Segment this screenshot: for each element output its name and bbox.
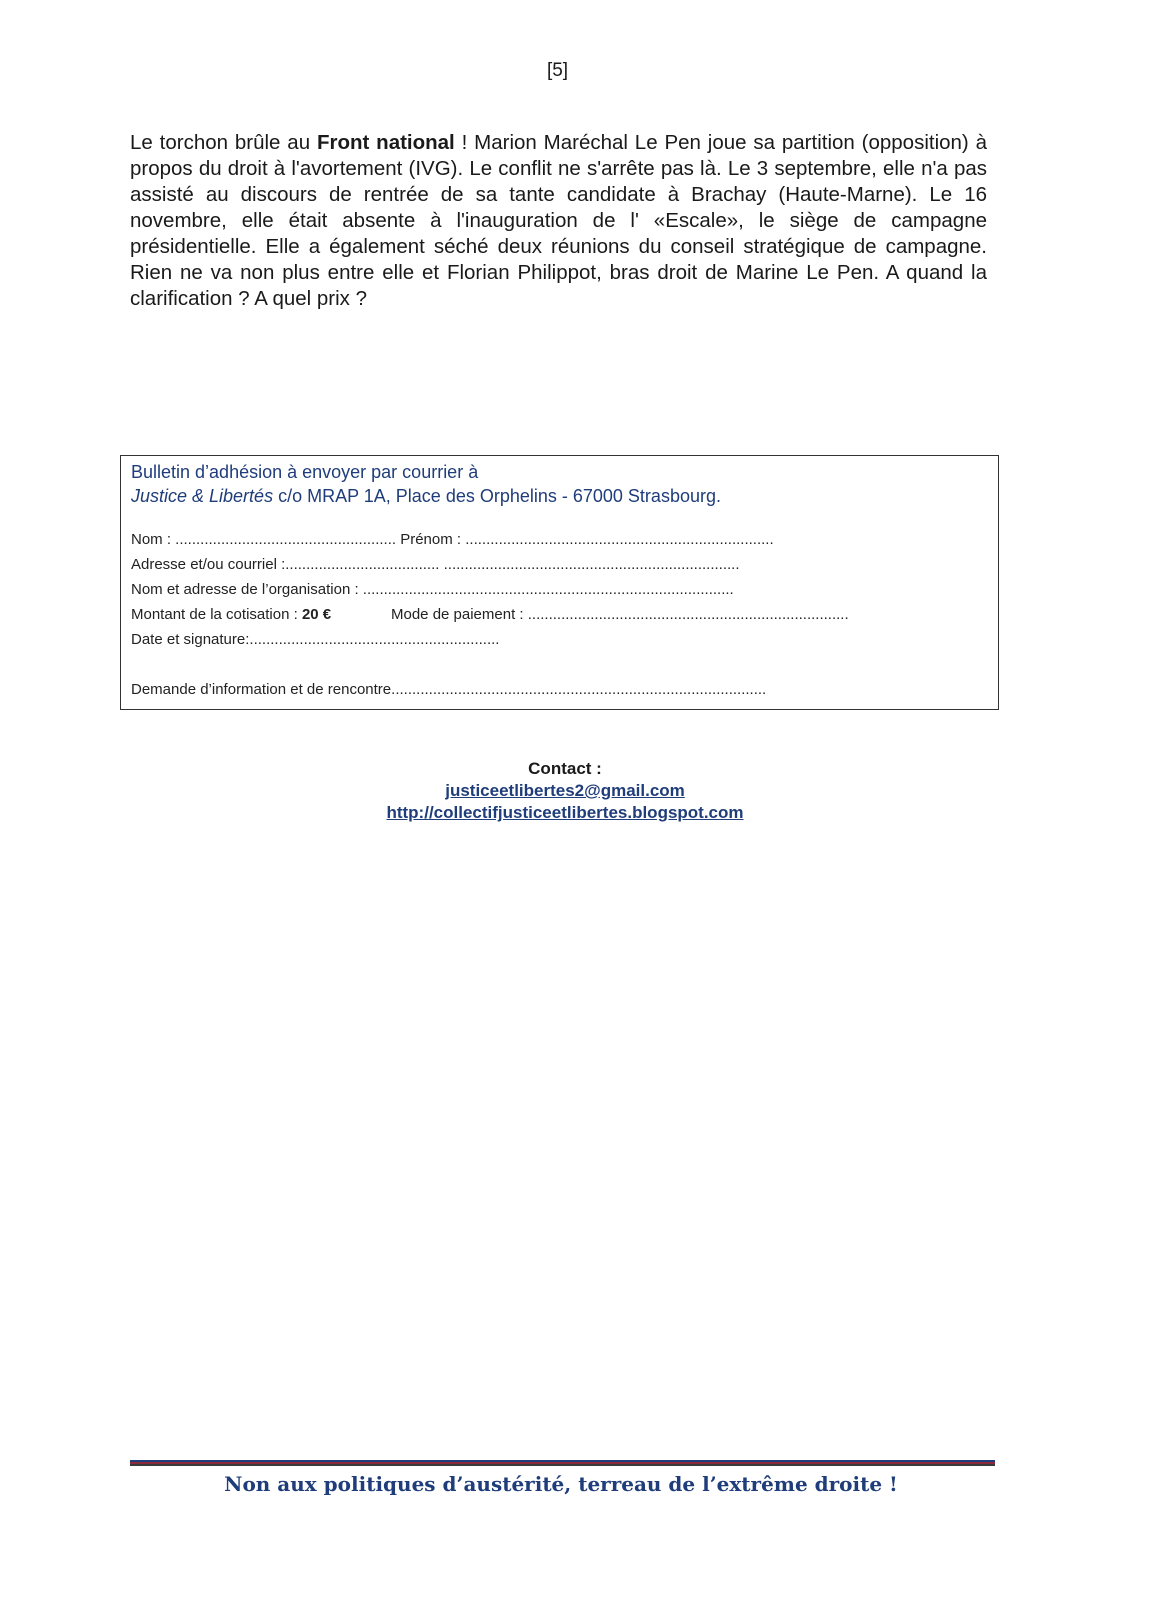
- form-org-name: Justice & Libertés: [131, 486, 274, 506]
- contact-block: [0, 758, 1130, 824]
- contact-email-link[interactable]: justiceetlibertes2@gmail.com: [445, 781, 685, 800]
- field-nom-prenom[interactable]: Nom : ..................................................... Prénom : ..........................................................................: [131, 531, 774, 548]
- field-signature[interactable]: Date et signature:............................................................: [131, 631, 500, 648]
- contact-url-link[interactable]: http://collectifjusticeetlibertes.blogspot.com: [386, 803, 744, 822]
- field-paiement[interactable]: Mode de paiement : .............................................................................: [391, 606, 849, 623]
- field-adresse[interactable]: Adresse et/ou courriel :..................................... .......................................................................: [131, 556, 740, 573]
- page-number: [5]: [546, 60, 569, 81]
- montant-label: Montant de la cotisation :: [131, 606, 302, 623]
- article-bold-party: Front national: [316, 131, 455, 154]
- form-header: [131, 460, 721, 508]
- field-demande[interactable]: Demande d’information et de rencontre..........................................................................................: [131, 681, 767, 698]
- article-intro: Le torchon brûle au: [130, 131, 317, 154]
- montant-value: 20 €: [301, 606, 332, 623]
- contact-label: Contact :: [528, 759, 602, 778]
- field-organisation[interactable]: Nom et adresse de l’organisation : .........................................................................................: [131, 581, 734, 598]
- form-address: c/o MRAP 1A, Place des Orphelins - 67000 Strasbourg.: [273, 486, 721, 506]
- article-paragraph: [130, 130, 987, 312]
- form-address-line: [131, 484, 721, 508]
- field-montant: [131, 606, 331, 623]
- article-body: ! Marion Maréchal Le Pen joue sa partition (opposition) à propos du droit à l'avortement (IVG). Le conflit ne s'arrête pas là. Le 3 septembre, elle n'a pas assisté au discours de rentrée de sa tante candidate à Brachay (Haute-Marne). Le 16 novembre, elle était absente à l'inauguration de l' «Escale», le siège de campagne présidentielle. Elle a également séché deux réunions du conseil stratégique de campagne. Rien ne va non plus entre elle et Florian Philippot, bras droit de Marine Le Pen. A quand la clarification ? A quel prix ?: [130, 131, 988, 310]
- membership-form: [120, 455, 999, 710]
- footer-slogan: Non aux politiques d’austérité, terreau de l’extrême droite !: [224, 1472, 898, 1496]
- footer-divider: [130, 1460, 995, 1466]
- form-title: Bulletin d’adhésion à envoyer par courrier à: [131, 462, 479, 482]
